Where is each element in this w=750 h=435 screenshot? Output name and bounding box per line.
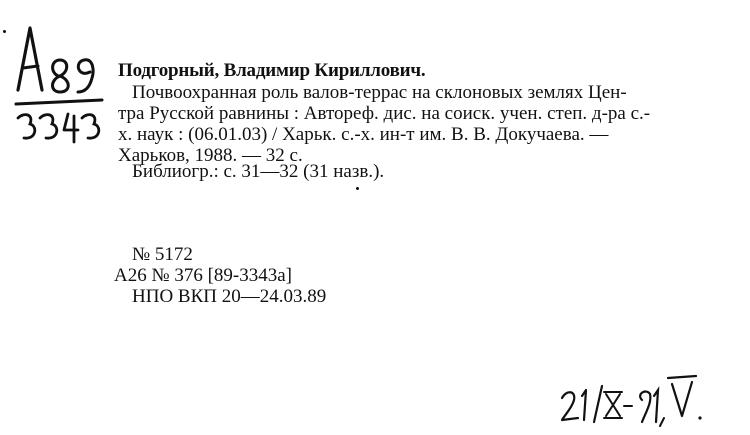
ink-speck: [356, 187, 359, 190]
registry-code: A26 № 376 [89-3343a]: [114, 265, 293, 286]
registry-org-date: НПО ВКП 20—24.03.89: [132, 286, 327, 307]
bibliography-note: Библиогр.: с. 31—32 (31 назв.).: [132, 161, 385, 182]
shelf-mark-handwriting: [14, 20, 104, 160]
ink-speck: [3, 30, 6, 33]
author-heading: Подгорный, Владимир Кириллович.: [118, 60, 426, 81]
registry-block: [114, 244, 326, 307]
description-line: Почвоохранная роль валов-террас на склоновых землях Цен-: [132, 82, 627, 103]
description-line: х. наук : (06.01.03) / Харьк. с.-х. ин-т им. В. В. Докучаева. —: [118, 124, 609, 145]
description-line: тра Русской равнины : Автореф. дис. на соиск. учен. степ. д-ра с.-: [118, 103, 651, 124]
handwritten-date: [556, 372, 706, 427]
handwritten-date-scribble: [556, 372, 706, 427]
description-line: Харьков, 1988. — 32 с.: [118, 145, 303, 166]
shelf-mark: [14, 20, 104, 160]
title-description: [118, 82, 690, 166]
registry-number: № 5172: [132, 244, 193, 265]
